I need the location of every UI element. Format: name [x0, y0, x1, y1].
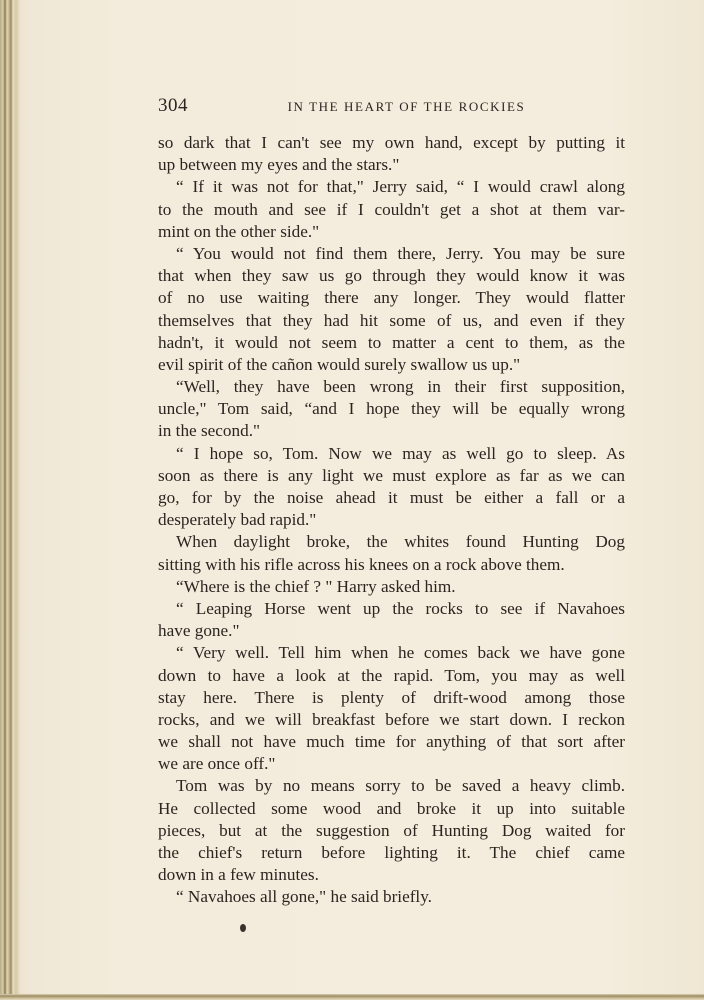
page-header	[158, 95, 625, 123]
text-line: up between my eyes and the stars."	[158, 155, 400, 175]
text-line: go, for by the noise ahead it must be either a fall or a	[158, 488, 625, 507]
book-binding-edge	[0, 0, 20, 1000]
text-line: themselves that they had hit some of us, and even if they	[158, 310, 625, 330]
text-line: “ I hope so, Tom. Now we may as well go to sleep. As	[176, 443, 625, 463]
text-line: rocks, and we will breakfast before we start down. I reckon	[158, 709, 625, 729]
text-line: “ Very well. Tell him when he comes back we have gone	[176, 643, 625, 663]
text-line: mint on the other side."	[158, 221, 320, 241]
text-line: of no use waiting there any longer. They would flatter	[158, 288, 625, 308]
text-line: “ You would not find them there, Jerry. You may be sure	[176, 243, 625, 263]
text-line: desperately bad rapid."	[158, 510, 317, 530]
text-line: so dark that I can't see my own hand, except by putting it	[158, 133, 625, 152]
text-line: down to have a look at the rapid. Tom, you may as well	[158, 665, 625, 685]
text-line: that when they saw us go through they would know it was	[158, 266, 625, 286]
text-line: we are once off."	[158, 754, 276, 774]
text-line: “Where is the chief ? " Harry asked him.	[176, 576, 456, 596]
text-line: sitting with his rifle across his knees on a rock above them.	[158, 554, 565, 574]
text-line: “ Leaping Horse went up the rocks to see if Navahoes	[176, 598, 625, 618]
text-line: in the second."	[158, 421, 261, 441]
text-line: we shall not have much time for anything of that sort after	[158, 732, 625, 752]
text-line: the chief's return before lighting it. The chief came	[158, 843, 625, 862]
text-line: have gone."	[158, 621, 240, 641]
text-line: stay here. There is plenty of drift-wood among those	[158, 687, 625, 707]
text-line: uncle," Tom said, “and I hope they will be equally wrong	[158, 399, 625, 419]
text-line: He collected some wood and broke it up into suitable	[158, 798, 625, 818]
text-line: to the mouth and see if I couldn't get a shot at them var-	[158, 199, 625, 219]
text-line: Tom was by no means sorry to be saved a heavy climb.	[176, 776, 625, 796]
text-line: “ Navahoes all gone," he said briefly.	[176, 887, 432, 907]
text-line: hadn't, it would not seem to matter a cent to them, as the	[158, 332, 625, 352]
text-line: pieces, but at the suggestion of Hunting Dog waited for	[158, 820, 625, 840]
text-line: down in a few minutes.	[158, 865, 319, 885]
page-number: 304	[158, 95, 188, 116]
printer-mark	[240, 924, 246, 932]
running-title: IN THE HEART OF THE ROCKIES	[287, 99, 526, 114]
text-line: When daylight broke, the whites found Hunting Dog	[176, 532, 625, 552]
text-line: evil spirit of the cañon would surely swallow us up."	[158, 354, 521, 374]
text-line: “ If it was not for that," Jerry said, “ I would crawl along	[176, 177, 625, 197]
body-text	[158, 132, 625, 909]
page-bottom-edge	[0, 994, 704, 1000]
text-line: soon as there is any light we must explore as far as we can	[158, 465, 625, 485]
text-line: “Well, they have been wrong in their first supposition,	[176, 377, 625, 397]
